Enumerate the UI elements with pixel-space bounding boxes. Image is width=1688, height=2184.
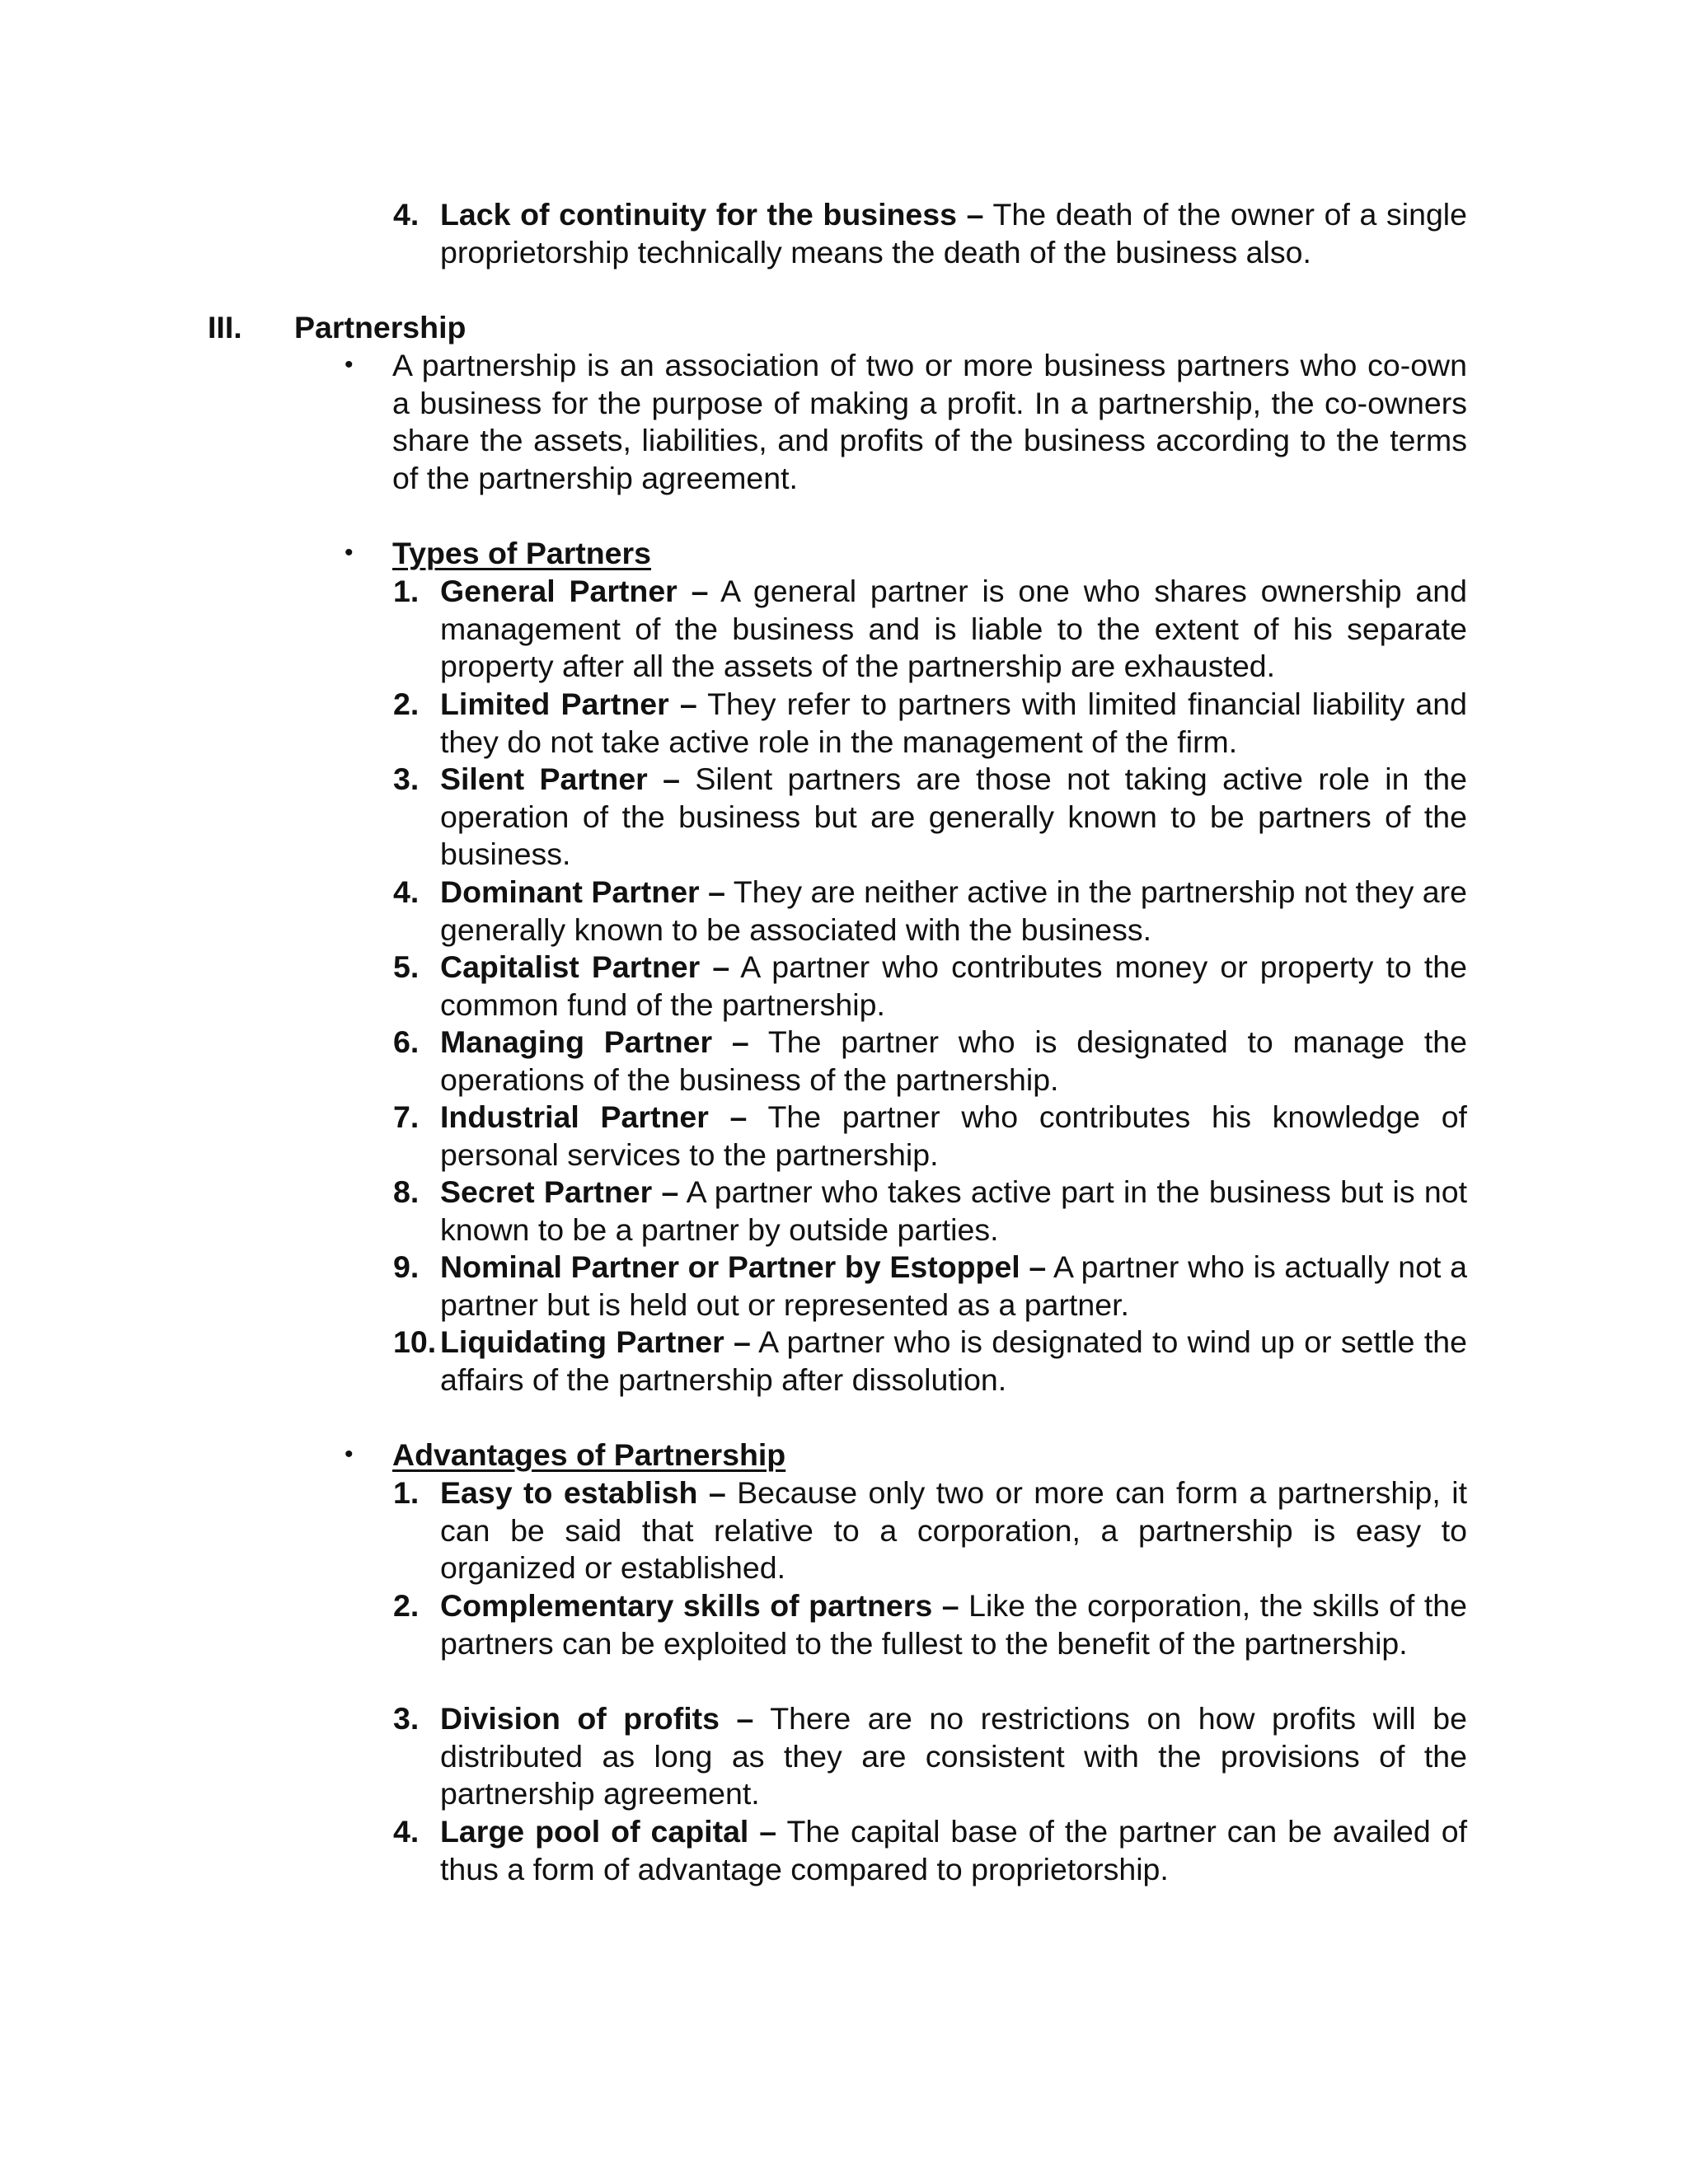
item-term: Easy to establish – xyxy=(440,1475,726,1510)
list-number: 3. xyxy=(393,762,420,796)
bullet-marker: • xyxy=(345,539,354,566)
advantage-item xyxy=(440,1813,1467,1888)
list-number: 2. xyxy=(393,1588,420,1623)
item-term: Capitalist Partner – xyxy=(440,949,730,984)
partnership-definition: A partnership is an association of two or more business partners who co-own a business for the purpose of making a profit. In a partnership, the co-owners share the assets, liabilities, and profits of the business according to the terms of the partnership agreement. xyxy=(392,348,1467,495)
advantage-item xyxy=(440,1587,1467,1662)
section-numeral: III. xyxy=(208,310,242,344)
item-term: Lack of continuity for the business – xyxy=(440,197,984,232)
partner-type-item xyxy=(440,1024,1467,1099)
item-term: Division of profits – xyxy=(440,1701,754,1736)
item-term: Secret Partner – xyxy=(440,1174,679,1209)
partner-type-item xyxy=(440,1099,1467,1174)
list-number: 5. xyxy=(393,949,420,984)
partner-type-item xyxy=(440,686,1467,761)
item-term: Nominal Partner or Partner by Estoppel – xyxy=(440,1249,1047,1284)
advantage-item xyxy=(440,1700,1467,1813)
list-number: 2. xyxy=(393,687,420,721)
item-text: The partner who is designated to manage the operations of the business of the partnership. xyxy=(440,1024,1467,1097)
item-term: General Partner – xyxy=(440,574,709,608)
partner-type-item xyxy=(440,1324,1467,1399)
advantage-item xyxy=(440,1474,1467,1587)
item-text: A partner who contributes money or property to the common fund of the partnership. xyxy=(440,949,1467,1022)
partner-type-item xyxy=(440,1249,1467,1324)
list-number: 9. xyxy=(393,1249,420,1284)
list-item-lack-of-continuity xyxy=(440,196,1467,271)
item-text: They refer to partners with limited financial liability and they do not take active role in the management of the firm. xyxy=(440,687,1467,759)
partner-type-item xyxy=(440,573,1467,686)
item-term: Managing Partner – xyxy=(440,1024,749,1059)
item-term: Limited Partner – xyxy=(440,687,697,721)
item-text: A general partner is one who shares ownership and management of the business and is liable to the extent of his separate property after all the assets of the partnership are exhausted. xyxy=(440,574,1467,683)
item-text: They are neither active in the partnership not they are generally known to be associated with the business. xyxy=(440,874,1467,947)
list-number: 6. xyxy=(393,1024,420,1059)
list-number: 4. xyxy=(393,1814,420,1849)
bullet-marker: • xyxy=(345,1441,354,1468)
list-number: 7. xyxy=(393,1099,420,1134)
section-title: Partnership xyxy=(294,310,467,344)
partner-type-item xyxy=(440,874,1467,949)
bullet-marker: • xyxy=(345,351,354,378)
list-number: 3. xyxy=(393,1701,420,1736)
item-text: A partner who takes active part in the business but is not known to be a partner by outside parties. xyxy=(440,1174,1467,1247)
item-text: The capital base of the partner can be availed of thus a form of advantage compared to proprietorship. xyxy=(440,1814,1467,1886)
item-term: Industrial Partner – xyxy=(440,1099,748,1134)
item-text: Because only two or more can form a partnership, it can be said that relative to a corporation, a partnership is easy to organized or established. xyxy=(440,1475,1467,1585)
item-text: Like the corporation, the skills of the partners can be exploited to the fullest to the benefit of the partnership. xyxy=(440,1588,1467,1661)
item-term: Silent Partner – xyxy=(440,762,680,796)
item-term: Liquidating Partner – xyxy=(440,1324,751,1359)
list-number: 4. xyxy=(393,197,420,232)
partner-type-item xyxy=(440,949,1467,1024)
item-text: A partner who is actually not a partner but is held out or represented as a partner. xyxy=(440,1249,1467,1322)
item-term: Complementary skills of partners – xyxy=(440,1588,959,1623)
list-number: 8. xyxy=(393,1174,420,1209)
item-text: The death of the owner of a single proprietorship technically means the death of the business also. xyxy=(440,197,1467,269)
advantages-heading: Advantages of Partnership xyxy=(392,1437,786,1472)
list-number: 1. xyxy=(393,1475,420,1510)
types-of-partners-heading: Types of Partners xyxy=(392,536,651,570)
list-number: 4. xyxy=(393,874,420,909)
list-number: 10. xyxy=(393,1324,437,1359)
item-text: There are no restrictions on how profits will be distributed as long as they are consistent with the provisions of the partnership agreement. xyxy=(440,1701,1467,1811)
item-text: The partner who contributes his knowledge of personal services to the partnership. xyxy=(440,1099,1467,1172)
item-term: Large pool of capital – xyxy=(440,1814,777,1849)
item-text: A partner who is designated to wind up or settle the affairs of the partnership after dissolution. xyxy=(440,1324,1468,1397)
partner-type-item xyxy=(440,1174,1467,1249)
list-number: 1. xyxy=(393,574,420,608)
item-text: Silent partners are those not taking active role in the operation of the business but are generally known to be partners of the business. xyxy=(440,762,1467,871)
item-term: Dominant Partner – xyxy=(440,874,725,909)
partner-type-item xyxy=(440,761,1467,874)
